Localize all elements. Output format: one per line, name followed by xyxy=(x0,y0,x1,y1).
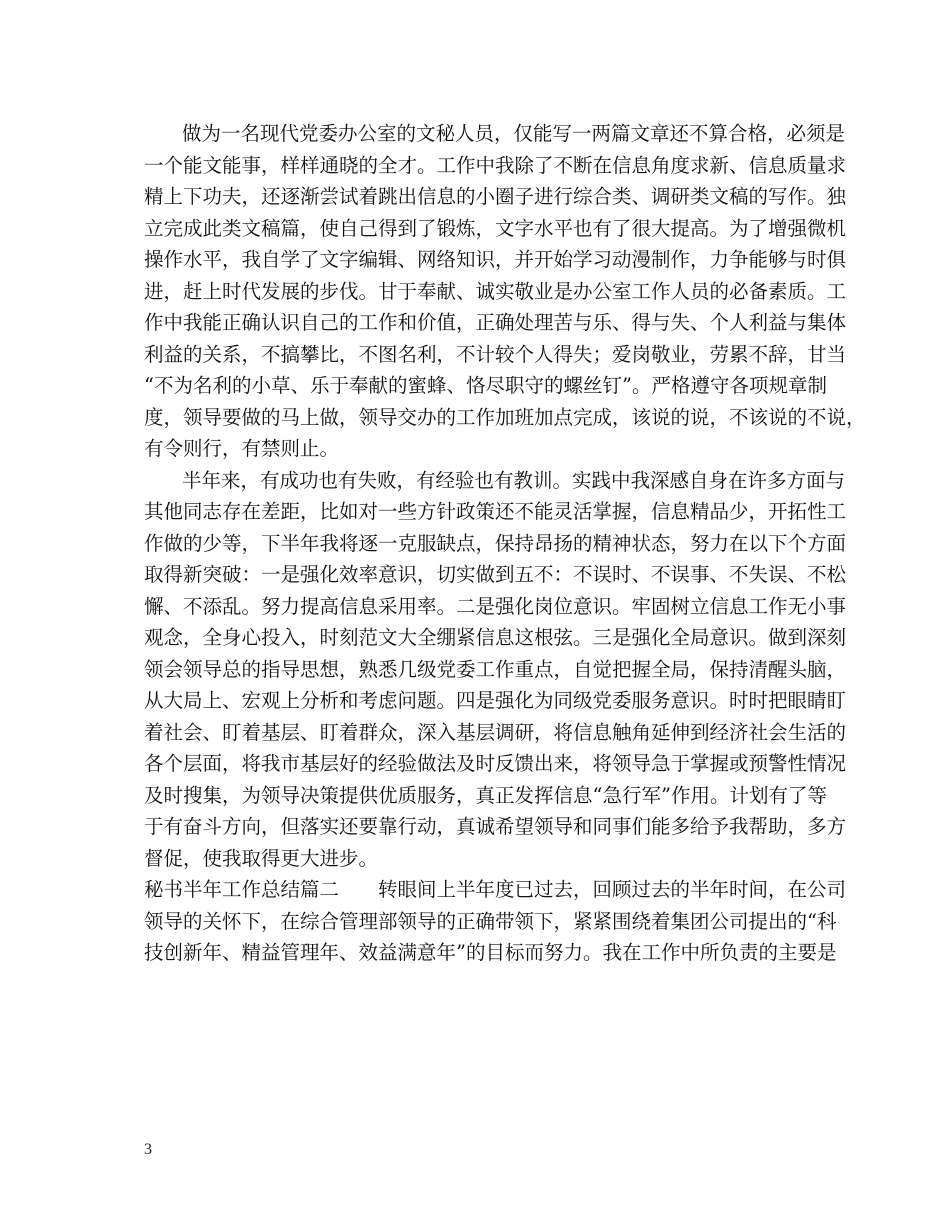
text-line: 进，赶上时代发展的步伐。甘于奉献、诚实敬业是办公室工作人员的必备素质。工 xyxy=(144,279,847,303)
page-number: 3 xyxy=(144,1141,152,1158)
text-line: 懈、不添乱。努力提高信息采用率。二是强化岗位意识。牢固树立信息工作无小事 xyxy=(144,594,847,618)
text-line: 取得新突破：一是强化效率意识，切实做到五不：不误时、不误事、不失误、不松 xyxy=(144,563,847,586)
text-line: 一个能文能事，样样通晓的全才。工作中我除了不断在信息角度求新、信息质量求 xyxy=(144,153,847,177)
text-line: 各个层面，将我市基层好的经验做法及时反馈出来，将领导急于掌握或预警性情况 xyxy=(144,752,847,775)
text-line: 技创新年、精益管理年、效益满意年”的目标而努力。我在工作中所负责的主要是 xyxy=(144,941,837,964)
paragraph-1 xyxy=(144,118,866,465)
text-line: 其他同志存在差距，比如对一些方针政策还不能灵活掌握，信息精品少，开拓性工 xyxy=(144,500,847,523)
text-line: 做为一名现代党委办公室的文秘人员，仅能写一两篇文章还不算合格，必须是 xyxy=(182,122,846,145)
text-line: 督促，使我取得更大进步。 xyxy=(144,846,379,870)
text-line: 从大局上、宏观上分析和考虑问题。四是强化为同级党委服务意识。时时把眼睛盯 xyxy=(144,689,847,712)
text-line: 立完成此类文稿篇，使自己得到了锻炼，文字水平也有了很大提高。为了增强微机 xyxy=(144,216,847,240)
text-line: 操作水平，我自学了文字编辑、网络知识，并开始学习动漫制作，力争能够与时俱 xyxy=(144,248,847,271)
text-line: 及时搜集，为领导决策提供优质服务，真正发挥信息“急行军”作用。计划有了等 xyxy=(144,783,827,807)
text-line: 作中我能正确认识自己的工作和价值，正确处理苦与乐、得与失、个人利益与集体 xyxy=(144,311,847,334)
text-line: 领导的关怀下，在综合管理部领导的正确带领下，紧紧围绕着集团公司提出的“科 xyxy=(144,909,837,933)
text-line: 精上下功夫，还逐渐尝试着跳出信息的小圈子进行综合类、调研类文稿的写作。独 xyxy=(144,185,847,208)
text-line: 于有奋斗方向，但落实还要靠行动，真诚希望领导和同事们能多给予我帮助，多方 xyxy=(144,815,847,838)
text-line: 领会领导总的指导思想，熟悉几级党委工作重点，自觉把握全局，保持清醒头脑， xyxy=(144,657,847,681)
body-text xyxy=(144,118,866,969)
text-line: 作做的少等，下半年我将逐一克服缺点，保持昂扬的精神状态，努力在以下个方面 xyxy=(144,531,847,555)
text-line: 半年来，有成功也有失败，有经验也有教训。实践中我深感自身在许多方面与 xyxy=(182,468,846,492)
text-line: “不为名利的小草、乐于奉献的蜜蜂、恪尽职守的螺丝钉”。严格遵守各项规章制 xyxy=(144,374,827,397)
text-line: 利益的关系，不搞攀比，不图名利，不计较个人得失；爱岗敬业，劳累不辞，甘当 xyxy=(144,342,847,366)
text-line: 秘书半年工作总结篇二 转眼间上半年度已过去，回顾过去的半年时间，在公司 xyxy=(144,878,847,901)
text-line: 度，领导要做的马上做，领导交办的工作加班加点完成，该说的说，不该说的不说， xyxy=(144,405,866,429)
text-line: 有令则行，有禁则止。 xyxy=(144,437,340,460)
paragraph-3 xyxy=(144,874,847,969)
paragraph-2 xyxy=(144,465,847,875)
text-line: 观念，全身心投入，时刻范文大全绷紧信息这根弦。三是强化全局意识。做到深刻 xyxy=(144,626,847,649)
text-line: 着社会、盯着基层、盯着群众，深入基层调研，将信息触角延伸到经济社会生活的 xyxy=(144,720,847,744)
